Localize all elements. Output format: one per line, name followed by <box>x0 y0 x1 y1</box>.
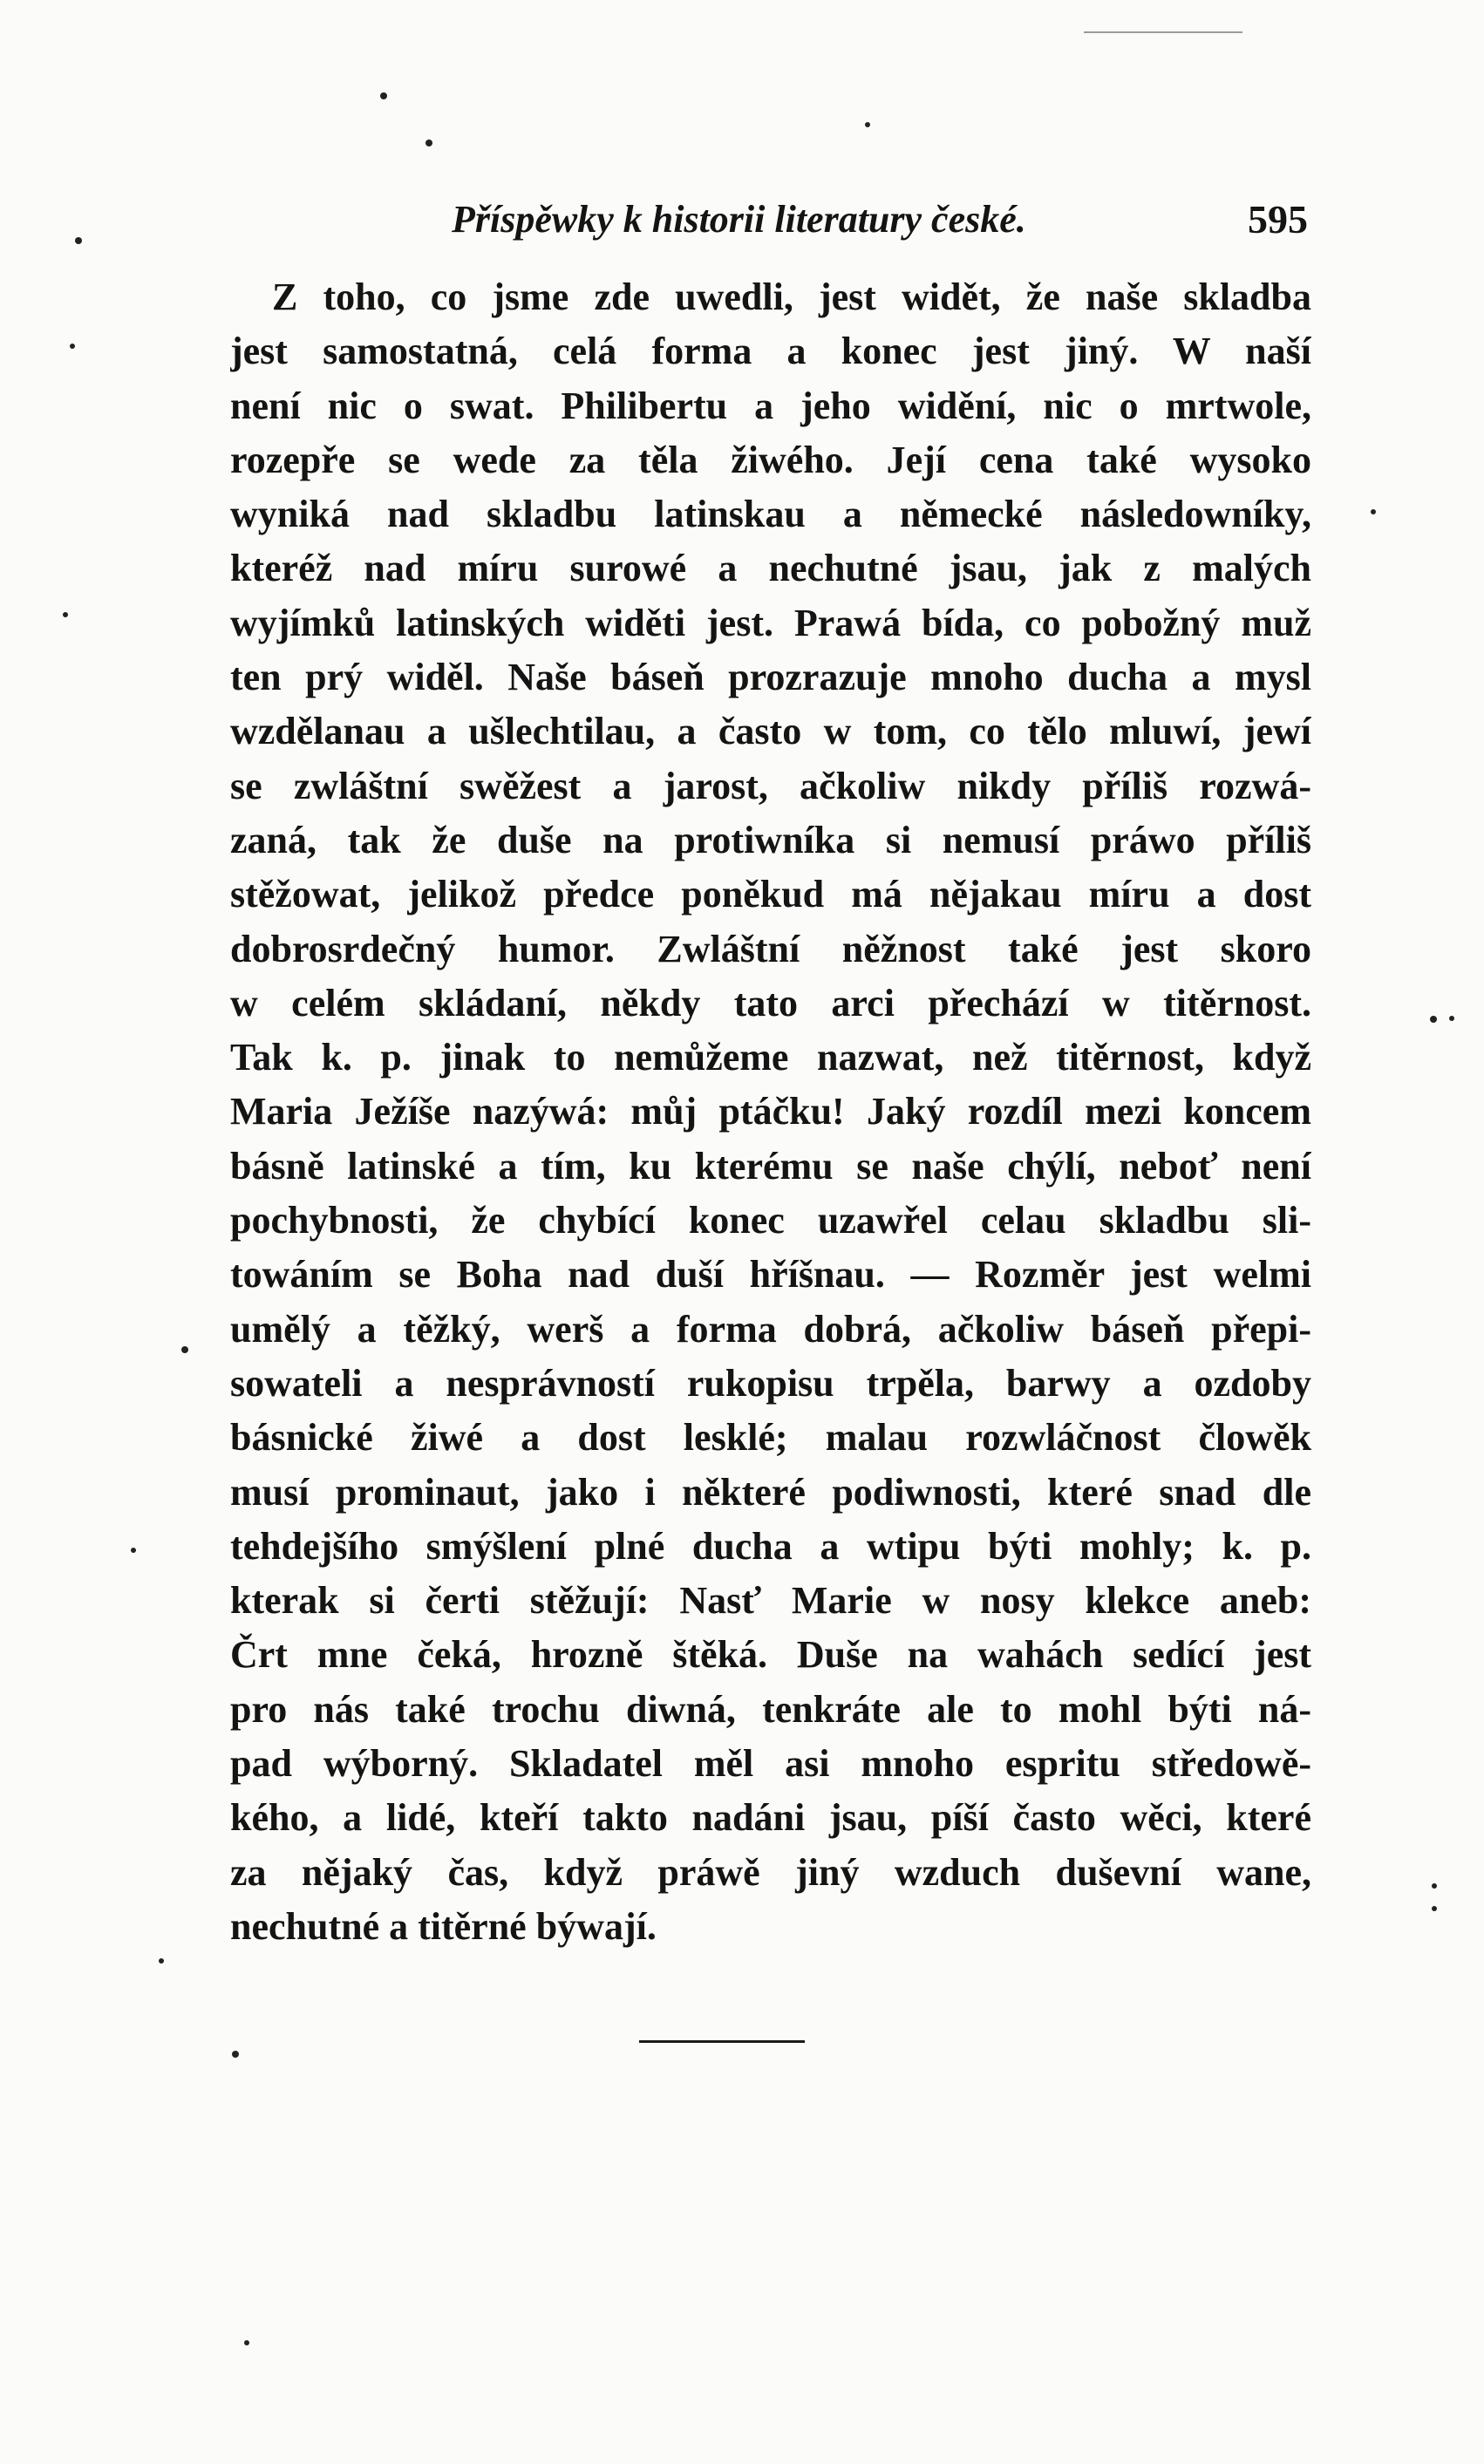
body-text <box>230 270 1311 1954</box>
scan-speck <box>181 1346 188 1353</box>
text-line: pad wýborný. Skladatel měl asi mnoho espritu středowě- <box>230 1742 1311 1786</box>
scan-speck <box>159 1958 164 1964</box>
running-title: Příspěwky k historii literatury české. <box>452 198 1026 241</box>
text-line: básně latinské a tím, ku kterému se naše chýlí, neboť není <box>230 1144 1311 1188</box>
scan-speck <box>131 1548 136 1553</box>
scan-speck <box>1432 1906 1437 1911</box>
text-line: se zwláštní swěžest a jarost, ačkoliw nikdy příliš rozwá- <box>230 764 1311 807</box>
text-line: básnické žiwé a dost lesklé; malau rozwláčnost člowěk <box>230 1416 1311 1460</box>
page-number: 595 <box>1248 197 1308 242</box>
text-line: jest samostatná, celá forma a konec jest jiný. W naší <box>230 330 1311 373</box>
scan-speck <box>63 612 68 617</box>
text-line: umělý a těžký, werš a forma dobrá, ačkoliw báseň přepi- <box>230 1307 1311 1351</box>
text-line: Maria Ježíše nazýwá: můj ptáčku! Jaký rozdíl mezi koncem <box>230 1090 1311 1133</box>
page-header <box>227 194 1308 255</box>
text-line: rozepře se wede za těla žiwého. Její cena také wysoko <box>230 438 1311 481</box>
scan-speck <box>232 2051 239 2058</box>
text-line: kteréž nad míru surowé a nechutné jsau, jak z malých <box>230 547 1311 590</box>
text-line: towáním se Boha nad duší hříšnau. — Rozměr jest welmi <box>230 1253 1311 1297</box>
scan-speck <box>425 140 432 146</box>
text-line: není nic o swat. Philibertu a jeho widění, nic o mrtwole, <box>230 384 1311 427</box>
text-line: sowateli a nesprávností rukopisu trpěla, barwy a ozdoby <box>230 1361 1311 1405</box>
scan-speck <box>244 2340 249 2345</box>
text-line: Z toho, co jsme zde uwedli, jest widět, že naše skladba <box>272 276 1311 318</box>
top-edge-rule <box>1084 31 1242 33</box>
text-line: zaná, tak že duše na protiwníka si nemusí práwo příliš <box>230 818 1311 861</box>
scan-speck <box>865 122 870 127</box>
scan-speck <box>380 92 387 99</box>
text-line: Tak k. p. jinak to nemůžeme nazwat, než titěrnost, když <box>230 1036 1311 1079</box>
end-rule <box>639 2040 805 2043</box>
text-line: pro nás také trochu diwná, tenkráte ale to mohl býti ná- <box>230 1687 1311 1731</box>
text-line: za nějaký čas, když práwě jiný wzduch duševní wane, <box>230 1850 1311 1894</box>
text-line: w celém skládaní, někdy tato arci přechází w titěrnost. <box>230 981 1311 1024</box>
scan-speck <box>1371 509 1376 514</box>
text-line: pochybnosti, že chybící konec uzawřel celau skladbu sli- <box>230 1199 1311 1242</box>
text-line: dobrosrdečný humor. Zwláštní něžnost také jest skoro <box>230 927 1311 970</box>
scan-speck <box>1449 1016 1454 1021</box>
scan-speck <box>1430 1016 1437 1023</box>
text-line: stěžowat, jelikož předce poněkud má nějakau míru a dost <box>230 873 1311 916</box>
text-line: wzdělanau a ušlechtilau, a často w tom, co tělo mluwí, jewí <box>230 710 1311 753</box>
text-line: musí prominaut, jako i některé podiwnosti, které snad dle <box>230 1470 1311 1514</box>
text-line: tehdejšího smýšlení plné ducha a wtipu býti mohly; k. p. <box>230 1524 1311 1568</box>
scan-speck <box>75 237 82 244</box>
scan-speck <box>70 344 75 349</box>
text-line: kého, a lidé, kteří takto nadáni jsau, píší často wěci, které <box>230 1796 1311 1840</box>
scan-speck <box>1432 1883 1437 1889</box>
text-line: wyjímků latinských widěti jest. Prawá bída, co pobožný muž <box>230 601 1311 644</box>
text-line: kterak si čerti stěžují: Nasť Marie w nosy klekce aneb: <box>230 1579 1311 1623</box>
text-line: nechutné a titěrné býwají. <box>230 1904 657 1948</box>
text-line: wyniká nad skladbu latinskau a německé následowníky, <box>230 493 1311 536</box>
text-line: Črt mne čeká, hrozně štěká. Duše na wahách sedící jest <box>230 1633 1311 1677</box>
text-line: ten prý widěl. Naše báseň prozrazuje mnoho ducha a mysl <box>230 656 1311 699</box>
